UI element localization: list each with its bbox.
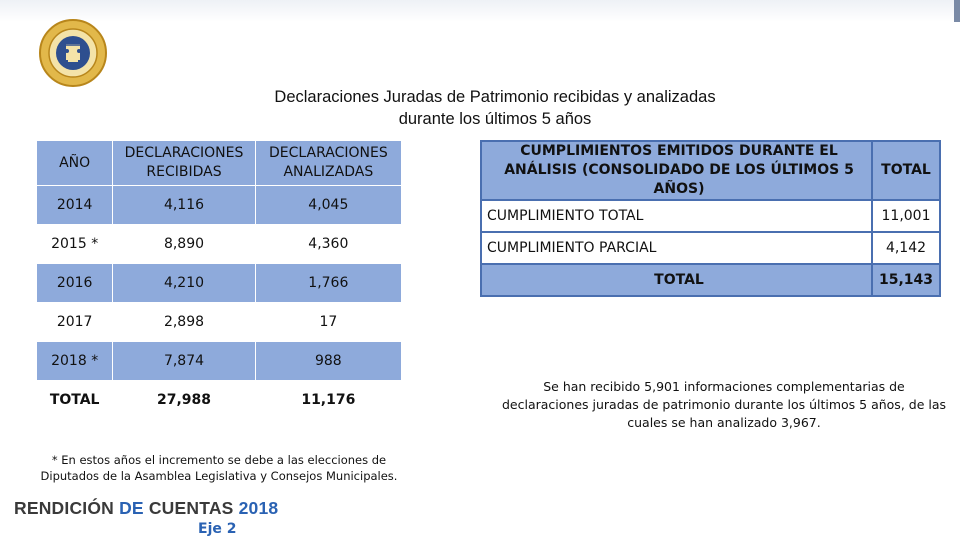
cell-analyzed: 4,045 [255,186,401,225]
cell-received: 8,890 [113,225,255,264]
cell-compliance-type: CUMPLIMIENTO PARCIAL [481,232,872,264]
footnote: * En estos años el incremento se debe a las elecciones de Diputados de la Asamblea Legislativa y Consejos Municipales. [40,453,398,483]
table-row [37,264,402,303]
cell-total-label: TOTAL [481,264,872,296]
cell-total-received: 27,988 [113,381,255,420]
title-line-1: Declaraciones Juradas de Patrimonio recibidas y analizadas [274,88,716,106]
table-row [37,342,402,381]
header-received: DECLARACIONES RECIBIDAS [113,141,255,186]
cell-total-analyzed: 11,176 [255,381,401,420]
table-row [481,200,940,232]
cell-compliance-total: 4,142 [872,232,940,264]
cell-compliance-type: CUMPLIMIENTO TOTAL [481,200,872,232]
header-analyzed: DECLARACIONES ANALIZADAS [255,141,401,186]
cell-analyzed: 4,360 [255,225,401,264]
axis-label: Eje 2 [198,521,237,537]
cell-year: 2015 * [37,225,113,264]
cell-year: 2014 [37,186,113,225]
table-total-row [37,381,402,420]
footer-word-2: DE [119,498,144,518]
table-row [37,303,402,342]
header-total: TOTAL [872,141,940,200]
table-total-row [481,264,940,296]
compliance-header-row [481,141,940,200]
table-row [481,232,940,264]
cell-total-value: 15,143 [872,264,940,296]
rendicion-de-cuentas-logo [14,498,278,519]
title-line-2: durante los últimos 5 años [398,110,592,128]
footer-year: 2018 [238,498,279,518]
cell-received: 4,210 [113,264,255,303]
header-year: AÑO [37,141,113,186]
top-band [0,0,960,22]
table-header-row [37,141,402,186]
cell-compliance-total: 11,001 [872,200,940,232]
cell-year: 2016 [37,264,113,303]
cell-received: 7,874 [113,342,255,381]
complementary-info-text: Se han recibido 5,901 informaciones complementarias de declaraciones juradas de patrimonio durante los últimos 5 años, de las cuales se han analizado 3,967. [501,379,947,430]
cell-year: 2018 * [37,342,113,381]
organo-judicial-seal-logo [38,18,108,88]
declarations-table [36,140,402,420]
corner-accent [954,0,960,22]
page-title [200,86,790,130]
cell-total-label: TOTAL [37,381,113,420]
cell-analyzed: 17 [255,303,401,342]
footer-word-3: CUENTAS [148,498,234,518]
cell-received: 2,898 [113,303,255,342]
cell-analyzed: 1,766 [255,264,401,303]
cell-year: 2017 [37,303,113,342]
cell-received: 4,116 [113,186,255,225]
footer-word-1: RENDICIÓN [14,498,114,518]
compliance-table [480,140,941,297]
table-row [37,186,402,225]
table-row [37,225,402,264]
header-compliance: CUMPLIMIENTOS EMITIDOS DURANTE EL ANÁLISIS (CONSOLIDADO DE LOS ÚLTIMOS 5 AÑOS) [481,141,872,200]
cell-analyzed: 988 [255,342,401,381]
